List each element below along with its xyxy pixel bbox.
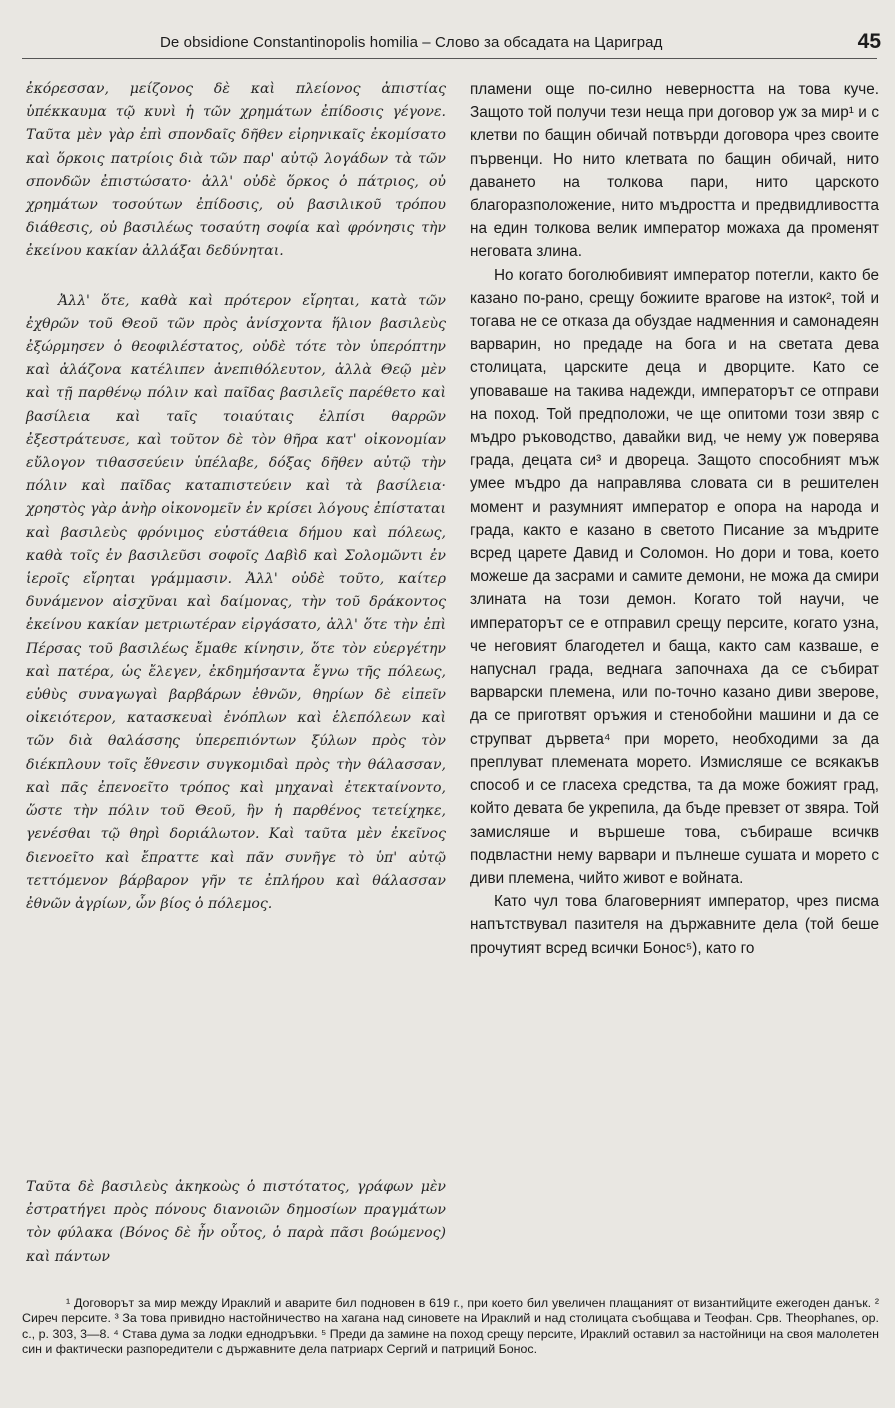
greek-text-column <box>26 78 446 1265</box>
running-header <box>0 30 895 64</box>
page-number: 45 <box>857 30 881 53</box>
bulgarian-paragraph: пламени още по-силно неверността на това куче. Защото той получи тези неща при договор уж за мир¹ и с клетви по бащин обичай потвърди договора чрез своите първенци. Но нито клетвата по бащин обичай, нито даването на толкова пари, нито царското благоразположение, нито мъдростта и предвидливостта на един толкова велик император можаха да променят неговата злина. <box>470 81 879 261</box>
bulgarian-paragraph: Като чул това благоверният император, чрез писма напътствувал пазителя на държавните дела (той беше прочутият всред всички Бонос⁵), като го <box>470 893 879 957</box>
greek-paragraph: Ταῦτα δὲ βασιλεὺς ἀκηκοὼς ὁ πιστότατος, γράφων μὲν ἐστρατήγει πρὸς πόνους διανοιῶν δημοσίων πραγμάτων τὸν φύλακα (Βόνος δὲ ἦν οὗτος, ὁ παρὰ πᾶσι βοώμενος) καὶ πάντων <box>26 1179 446 1265</box>
bulgarian-text-column <box>470 78 879 960</box>
running-title: De obsidione Constantinopolis homilia – Слово за обсадата на Цариград <box>160 34 663 51</box>
bulgarian-paragraph: Но когато боголюбивият император потегли, както бе казано по-рано, срещу божиите врагове на изток², той и тогава не се отказа да обуздае надменния и самонадеян варварин, но предаде на бога и на светата дева столицата, царските деца и дворците. Като се уповаваше на такива надежди, императорът се отправи на поход. Той предположи, че ще опитоми този звяр с мъдро ръководство, давайки вид, че нему уж поверява града, децата си³ и двореца. Защото способният мъж умее мъдро да направлява словата си в решителен момент и разумният император е опора на народа и града, както е казано в светото Писание за мъдрите всред царете Давид и Соломон. Но дори и това, което можеше да засрами и самите демони, не можа да смири злината на този демон. Когато той научи, че императорът се е отправил срещу персите, когато узна, че неговият благодетел и баща, както сам казваше, е напуснал града, веднага започнаха да се събират варварски племена, или по-точно казано диви зверове, да се приготвят оръжия и стенобойни машини и да се струпват дървета⁴ при морето, необходими за да преплуват племената морето. Измисляше се всякакъв способ и се гласеха средства, та да може божият град, който девата бе укрепила, да бъде превзет от звяра. Той замисляше и вършеше това, събираше всичкв подвластни нему варвари и пълнеше сушата и морето с диви племена, чийто живот е войната. <box>470 266 879 887</box>
greek-paragraph: ἐκόρεσσαν, μείζονος δὲ καὶ πλείονος ἀπιστίας ὑπέκκαυμα τῷ κυνὶ ἡ τῶν χρημάτων ἐπίδοσις γέγονε. Ταῦτα μὲν γὰρ ἐπὶ σπονδαῖς δῆθεν εἰρηνικαῖς ἐκομίσατο καὶ ὅρκοις πατρίοις διὰ τῶν παρ' αὐτῷ λογάδων τὰ τῶν σπονδῶν ἐπιστώσατο· ἀλλ' οὐδὲ ὅρκος ὁ πάτριος, οὐ χρημάτων τοσούτων ἐπίδοσις, οὐ βασιλικοῦ τρόπου διάθεσις, οὐ βασιλέως τοσαύτη σοφία καὶ φρόνησις τὴν ἐκείνου κακίαν ἀλλάξαι δεδύνηται. <box>26 81 446 260</box>
footnote-text: ¹ Договорът за мир между Ираклий и аварите бил подновен в 619 г., при което бил увеличен плащаният от византийците ежегоден данък. ² Сиреч персите. ³ За това привидно настойничество на хагана над синовете на Ираклий и над столицата съобщава и Теофан. Срв. Theophanes, op. c., p. 303, 3—8. ⁴ Става дума за лодки еднодръвки. ⁵ Преди да замине на поход срещу персите, Ираклий оставил за настойници на своя малолетен син и фактически разпоредители с държавните дела патриарх Сергий и патриций Бонос. <box>22 1296 879 1356</box>
greek-paragraph: Ἀλλ' ὅτε, καθὰ καὶ πρότερον εἴρηται, κατὰ τῶν ἐχθρῶν τοῦ Θεοῦ τῶν πρὸς ἀνίσχοντα ἥλιον βασιλεὺς ἐξώρμησεν ὁ θεοφιλέστατος, οὐδὲ τότε τὸν ὑπερόπτην καὶ ἀλάζονα κατέλιπεν ἀνεπιθόλευτον, ἀλλὰ Θεῷ μὲν καὶ τῇ παρθένῳ πόλιν καὶ παῖδας βασιλεῖς παρέθετο καὶ βασίλεια καὶ ταῖς τοιαύταις ἐλπίσι θαρρῶν ἐξεστράτευσε, καὶ τοῦτον δὲ τὸν θῆρα κατ' οἰκονομίαν εὔλογον τιθασσεύειν ὑπέλαβε, δόξας δῆθεν αὐτῷ τὴν πόλιν καὶ παῖδας καταπιστεύειν καὶ τὰ βασίλεια· χρηστὸς γὰρ ἀνὴρ οἰκονομεῖν ἐν κρίσει λόγους ἐπίσταται καὶ βασιλεὺς φρόνιμος εὐστάθεια δήμου καὶ πόλεως, καθὰ τοῖς ἐν βασιλεῦσι σοφοῖς Δαβὶδ καὶ Σολομῶντι ἐν ἱεροῖς εἴρηται γράμμασιν. Ἀλλ' οὐδὲ τοῦτο, καίτερ δυνάμενον αἰσχῦναι καὶ δαίμονας, τὴν τοῦ δράκοντος ἐκείνου κακίαν μετριωτέραν εἰργάσατο, ἀλλ' ὅτε τὴν ἐπὶ Πέρσας τοῦ βασιλέως ἔμαθε κίνησιν, ὅτε τὸν εὐεργέτην καὶ πατέρα, ὡς ἔλεγεν, ἐκδημήσαντα ἔγνω τῆς πόλεως, εὐθὺς συναγωγαὶ βαρβάρων ἐθνῶν, θηρίων δὲ εἰπεῖν οἰκειότερον, κατασκευαὶ ἐνόπλων καὶ ἑλεπόλεων καὶ τῶν διὰ θαλάσσης ὑπερεπιόντων ξύλων πρὸς τὸν διέκπλουν τοῖς ἔθνεσιν συγκομιδαὶ πρὸς τὴν θάλασσαν, καὶ πᾶς ἐπενοεῖτο τρόπος καὶ μηχαναὶ ἐτεκταίνοντο, ὥστε τὴν πόλιν τοῦ Θεοῦ, ἣν ἡ παρθένος τετείχηκε, γενέσθαι τῷ θηρὶ δοριάλωτον. Καὶ ταῦτα μὲν ἐκεῖνος διενοεῖτο καὶ ἔπραττε καὶ πᾶν συνῆγε τὸ ὑπ' αὐτῷ τεττόμενον βάρβαρον γῆν τε ἐπλήρου καὶ θάλασσαν ἐθνῶν ἀγρίων, ὧν βίος ὁ πόλεμος. <box>26 292 446 912</box>
footnotes <box>22 1296 879 1357</box>
header-rule <box>22 58 877 59</box>
